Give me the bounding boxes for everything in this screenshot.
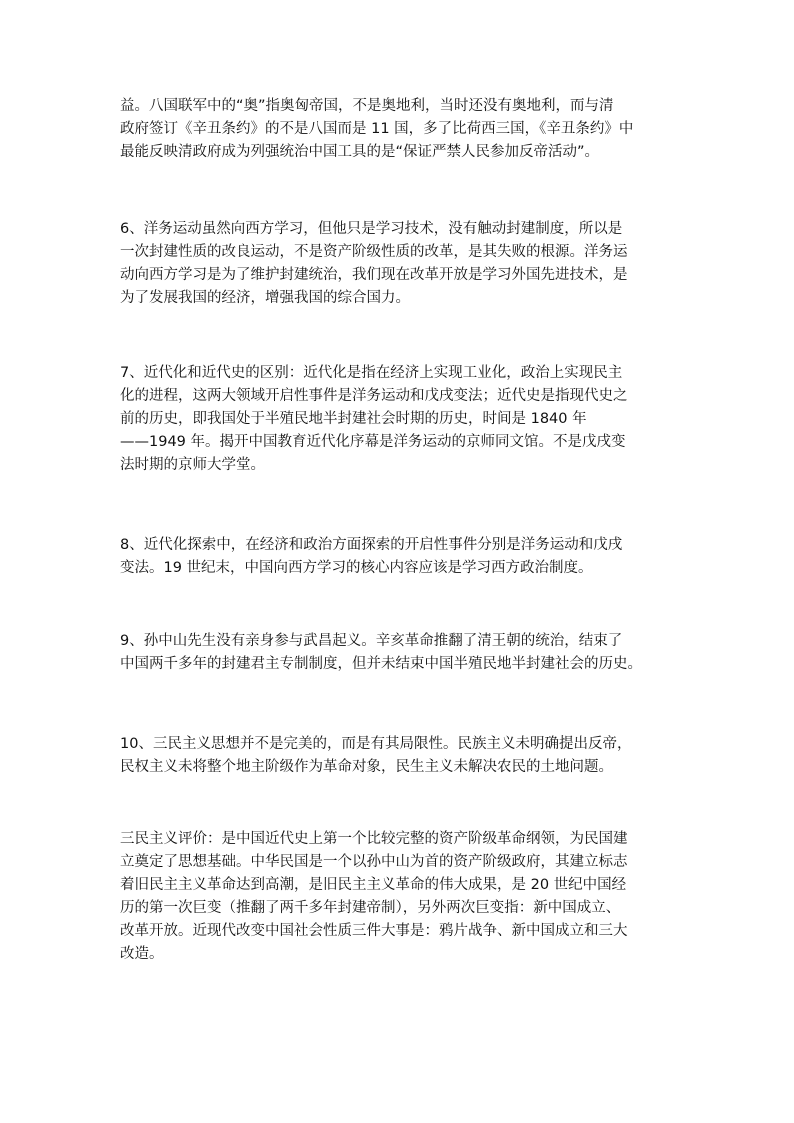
text-line: 政府签订《辛丑条约》的不是八国而是 11 国，多了比荷西三国，《辛丑条约》中 — [120, 121, 634, 137]
text-line: 一次封建性质的改良运动，不是资产阶级性质的改革，是其失败的根源。洋务运 — [120, 244, 628, 260]
text-line: 6、洋务运动虽然向西方学习，但他只是学习技术，没有触动封建制度，所以是 — [120, 221, 623, 237]
text-line: 着旧民主主义革命达到高潮，是旧民主主义革命的伟大成果，是 20 世纪中国经 — [120, 877, 627, 893]
text-line: 最能反映清政府成为列强统治中国工具的是“保证严禁人民参加反帝活动”。 — [120, 144, 600, 160]
text-line: 8、近代化探索中，在经济和政治方面探索的开启性事件分别是洋务运动和戊戌 — [120, 537, 623, 553]
text-line: 法时期的京师大学堂。 — [120, 457, 265, 473]
text-line: 历的第一次巨变（推翻了两千多年封建帝制），另外两次巨变指：新中国成立、 — [120, 900, 621, 916]
text-line: 中国两千多年的封建君主专制制度，但并未结束中国半殖民地半封建社会的历史。 — [120, 656, 642, 672]
paragraph-item-6 — [120, 218, 690, 310]
text-line: 动向西方学习是为了维护封建统治，我们现在改革开放是学习外国先进技术，是 — [120, 267, 628, 283]
text-line: 改造。 — [120, 946, 164, 962]
text-line: 前的历史，即我国处于半殖民地半封建社会时期的历史，时间是 1840 年 — [120, 411, 587, 427]
text-line: 9、孙中山先生没有亲身参与武昌起义。辛亥革命推翻了清王朝的统治，结束了 — [120, 633, 623, 649]
text-line: 益。八国联军中的“奥”指奥匈帝国，不是奥地利，当时还没有奥地利，而与清 — [120, 98, 614, 114]
text-line: 化的进程，这两大领域开启性事件是洋务运动和戊戌变法；近代史是指现代史之 — [120, 388, 628, 404]
text-line: 变法。19 世纪末，中国向西方学习的核心内容应该是学习西方政治制度。 — [120, 560, 593, 576]
text-line: 为了发展我国的经济，增强我国的综合国力。 — [120, 290, 410, 306]
text-line: 三民主义评价：是中国近代史上第一个比较完整的资产阶级革命纲领，为民国建 — [120, 831, 628, 847]
text-line: ——1949 年。揭开中国教育近代化序幕是洋务运动的京师同文馆。不是戊戌变 — [120, 434, 626, 450]
paragraph-item-8 — [120, 534, 690, 580]
paragraph-boxer-treaty — [120, 95, 690, 164]
text-line: 民权主义未将整个地主阶级作为革命对象，民生主义未解决农民的土地问题。 — [120, 759, 613, 775]
paragraph-item-10 — [120, 733, 690, 779]
text-line: 改革开放。近现代改变中国社会性质三件大事是：鸦片战争、新中国成立和三大 — [120, 923, 628, 939]
text-line: 7、近代化和近代史的区别：近代化是指在经济上实现工业化，政治上实现民主 — [120, 365, 623, 381]
paragraph-evaluation — [120, 828, 690, 966]
text-line: 立奠定了思想基础。中华民国是一个以孙中山为首的资产阶级政府，其建立标志 — [120, 854, 628, 870]
paragraph-item-7 — [120, 362, 690, 477]
paragraph-item-9 — [120, 630, 690, 676]
text-line: 10、三民主义思想并不是完美的，而是有其局限性。民族主义未明确提出反帝， — [120, 736, 632, 752]
